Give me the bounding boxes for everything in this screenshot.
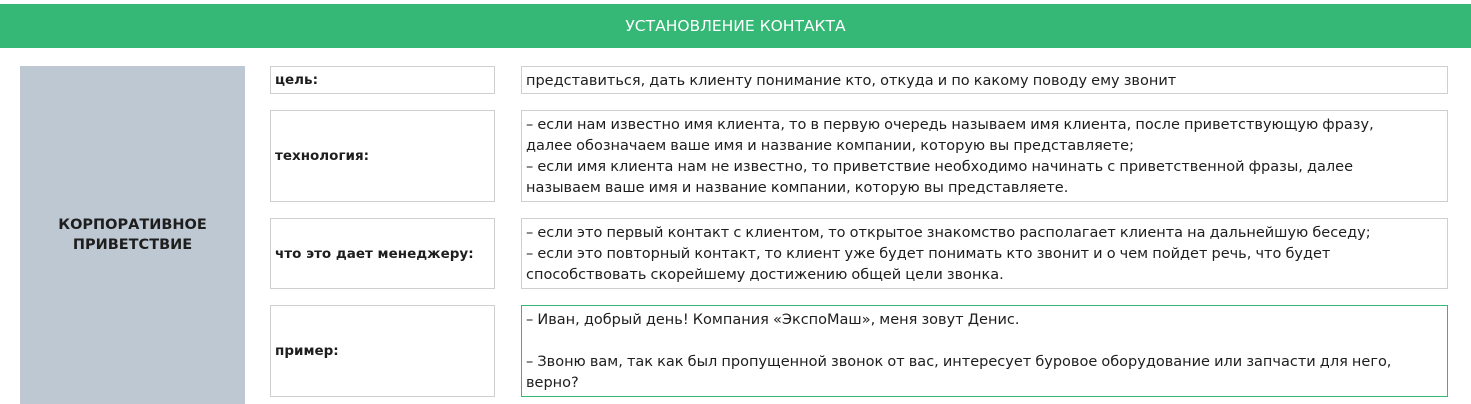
row-content-technology: – если нам известно имя клиента, то в первую очередь называем имя клиента, после приветствующую фразу, далее обозначаем ваше имя и название компании, которую вы представляете; – если имя клиента нам не известно, то приветствие необходимо начинать с приветственной фразы, далее называем ваше имя и название компании, которую вы представляете. [521,110,1448,202]
row-content-manager-benefit: – если это первый контакт с клиентом, то открытое знакомство располагает клиента на дальнейшую беседу; – если это повторный контакт, то клиент уже будет понимать кто звонит и о чем пойдет речь, что будет способствовать скорейшему достижению общей цели звонка. [521,218,1448,289]
section-header: УСТАНОВЛЕНИЕ КОНТАКТА [0,4,1471,48]
row-content-goal: представиться, дать клиенту понимание кто, откуда и по какому поводу ему звонит [521,66,1448,94]
row-label-example: пример: [270,305,495,397]
row-content-example[interactable]: – Иван, добрый день! Компания «ЭкспоМаш», меня зовут Денис. – Звоню вам, так как был пропущенной звонок от вас, интересует буровое оборудование или запчасти для него, верно? [521,305,1448,397]
row-label-goal: цель: [270,66,495,94]
row-label-technology: технология: [270,110,495,202]
section-title: КОРПОРАТИВНОЕ ПРИВЕТСТВИЕ [58,217,207,253]
section-sidebar [20,66,245,404]
row-label-manager-benefit: что это дает менеджеру: [270,218,495,289]
